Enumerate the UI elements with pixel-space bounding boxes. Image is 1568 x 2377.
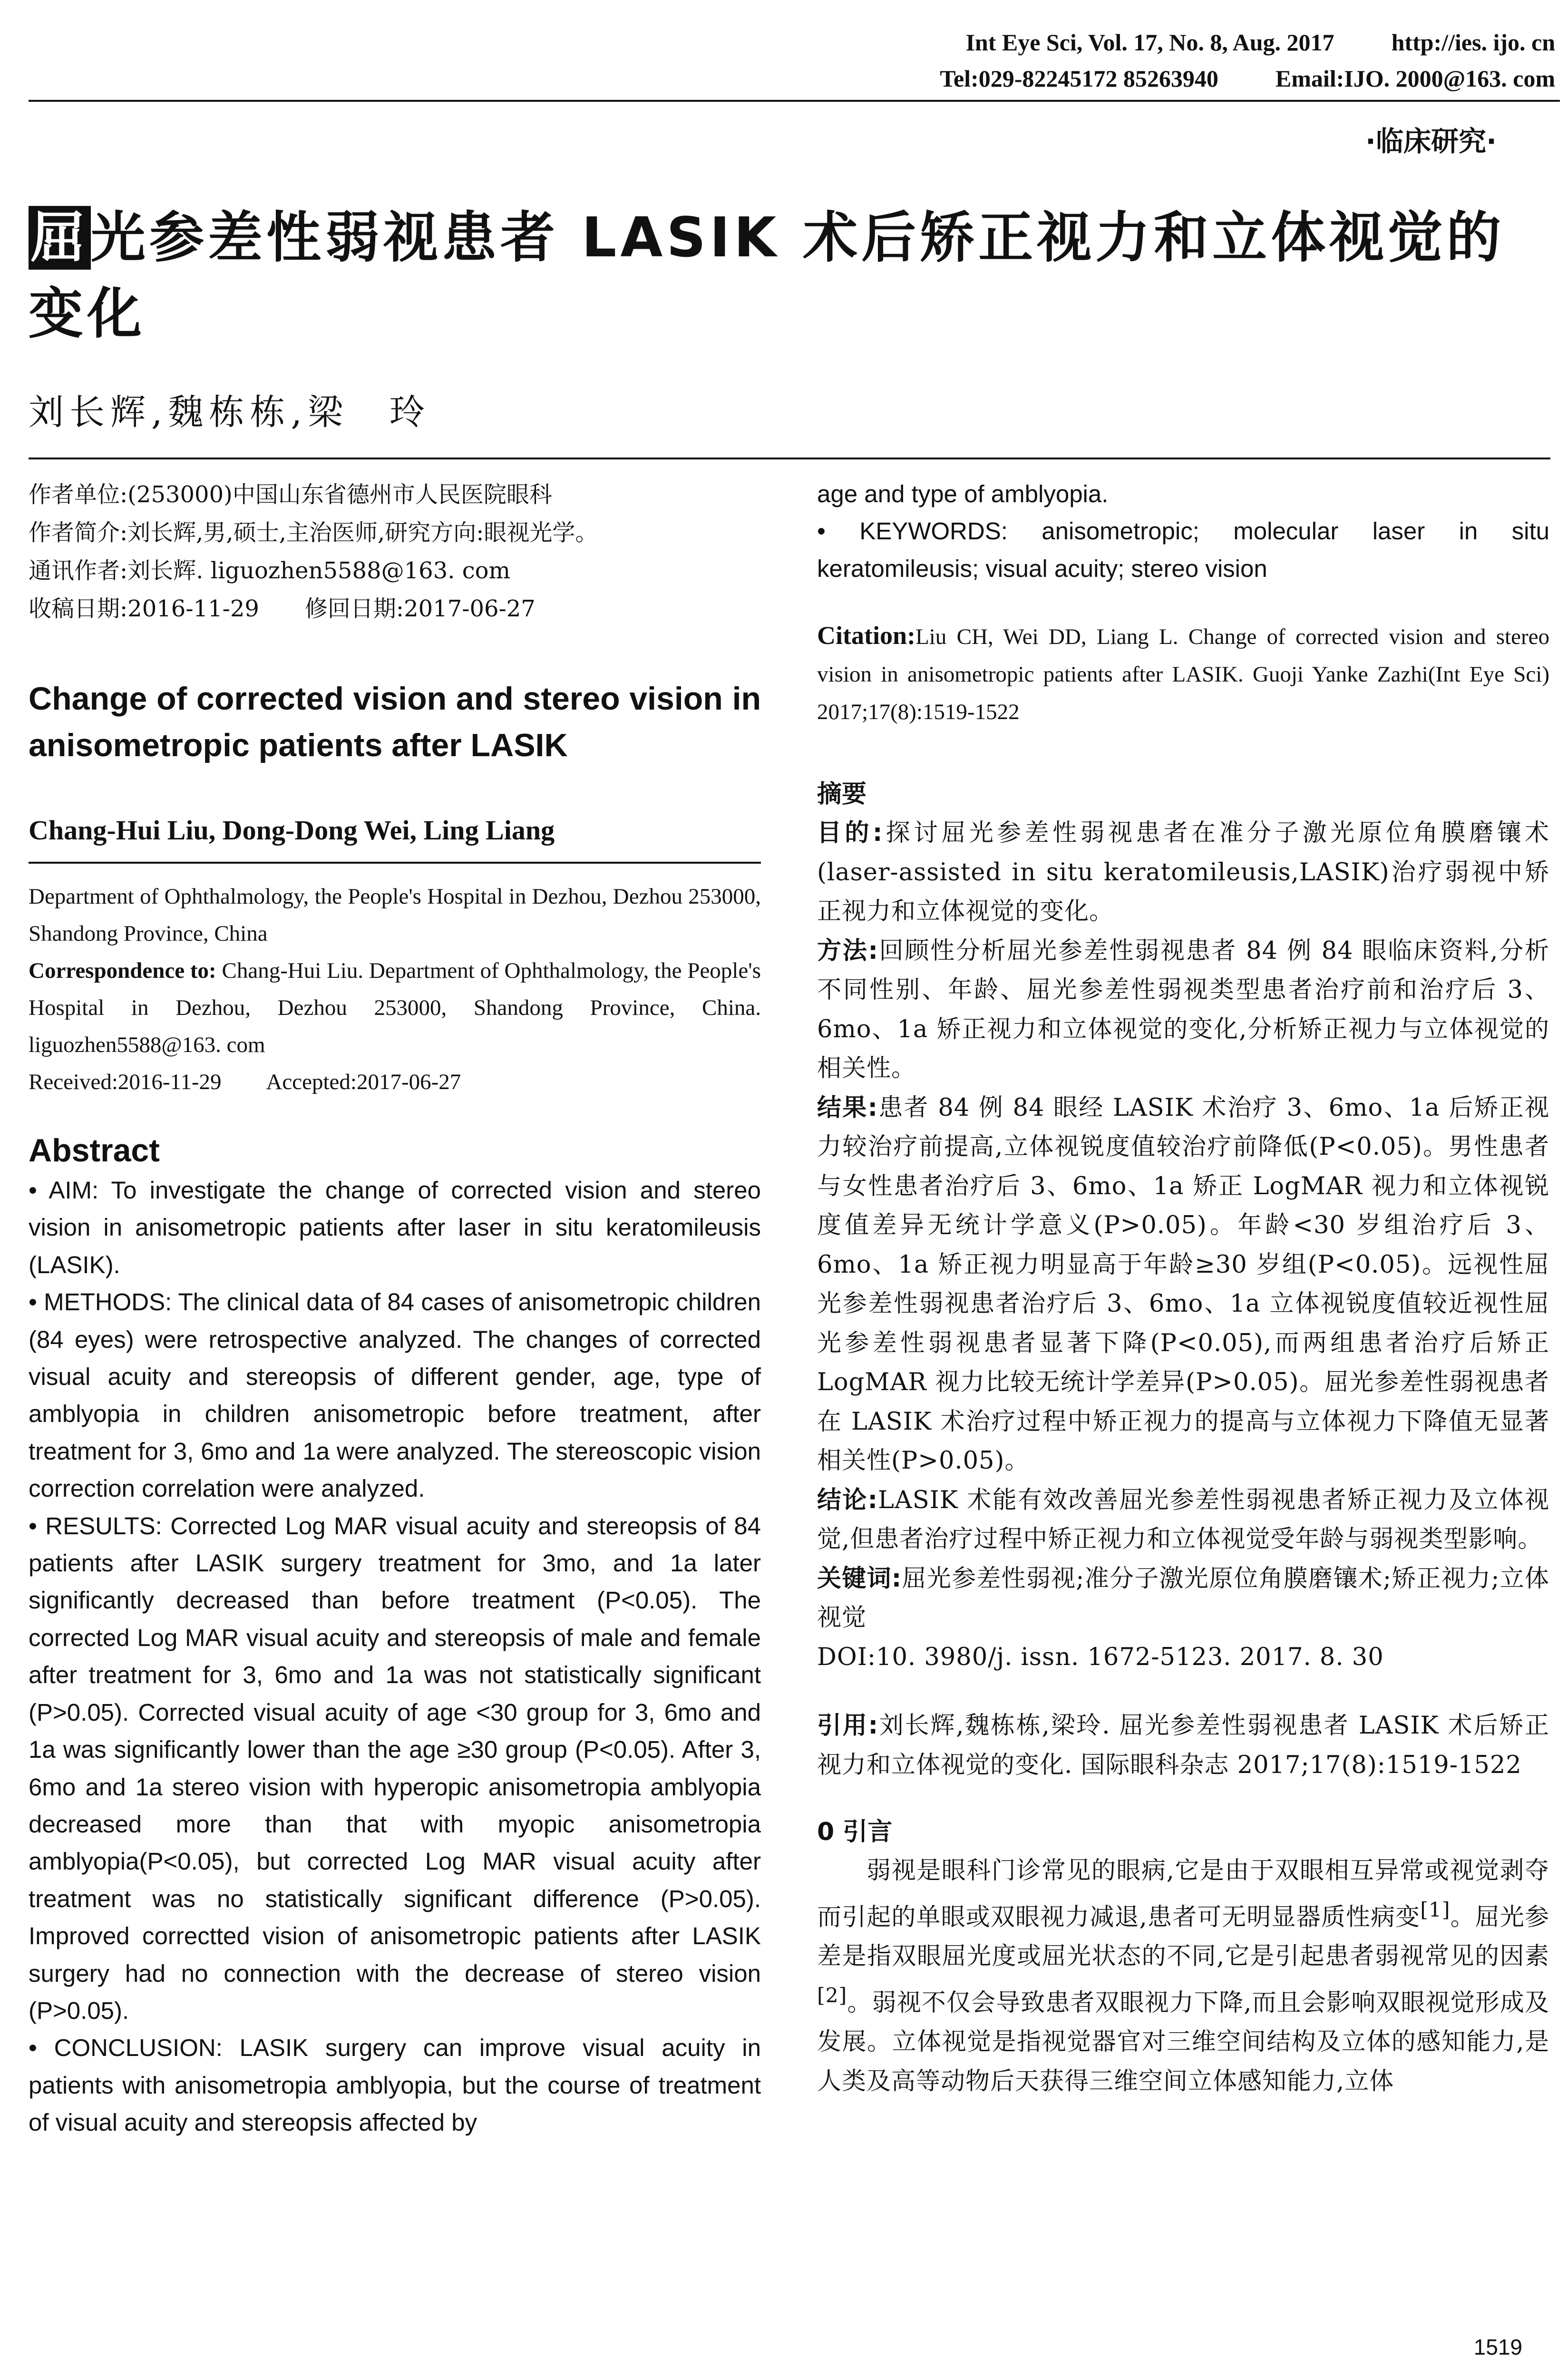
correspondence-label: Correspondence to:	[29, 958, 216, 983]
section-label: ·临床研究·	[1365, 125, 1497, 157]
cn-meta-corresponding: 通讯作者:刘长辉. liguozhen5588@163. com	[29, 557, 511, 584]
cn-keywords-label: 关键词:	[817, 1564, 902, 1593]
abstract-keywords: • KEYWORDS: anisometropic; molecular laser in situ keratomileusis; visual acuity; stereo vision	[817, 517, 1549, 582]
cn-abstract-methods	[817, 932, 1549, 1089]
intro-part-2: 。屈光参差是指双眼屈光度或屈光状态的不同,它是引起患者弱视常见的因素	[817, 1903, 1549, 1971]
cn-meta-dates: 收稿日期:2016-11-29 修回日期:2017-06-27	[29, 595, 536, 622]
authors-en-rule	[29, 862, 761, 864]
cn-aim-text: 探讨屈光参差性弱视患者在准分子激光原位角膜磨镶术(laser-assisted in situ keratomileusis,LASIK)治疗弱视中矫正视力和立体视觉的变化。	[817, 819, 1549, 926]
header-row-1	[965, 29, 1555, 56]
cn-citation-label: 引用:	[817, 1712, 878, 1740]
cn-conclusion-text: LASIK 术能有效改善屈光参差性弱视患者矫正视力及立体视觉,但患者治疗过程中矫正视力和立体视觉受年龄与弱视类型影响。	[817, 1486, 1549, 1554]
right-column	[817, 476, 1549, 2101]
title-first-char: 屈	[29, 206, 91, 270]
header-row-2	[940, 65, 1555, 92]
abstract-methods: • METHODS: The clinical data of 84 cases of anisometropic children (84 eyes) were retrospective analyzed. The changes of corrected visual acuity and stereopsis of different gender, age, type of amblyopia in children anisometropic before treatment, after treatment for 3, 6mo and 1a were analyzed. The stereoscopic vision correction correlation were analyzed.	[29, 1288, 761, 1502]
intro-part-3: 。弱视不仅会导致患者双眼视力下降,而且会影响双眼视觉形成及发展。立体视觉是指视觉器官对三维空间结构及立体的感知能力,是人类及高等动物后天获得三维空间立体感知能力,立体	[817, 1988, 1549, 2095]
affiliation-en: Department of Ophthalmology, the People's Hospital in Dezhou, Dezhou 253000, Shandong Province, China	[29, 884, 761, 946]
cn-results-label: 结果:	[817, 1093, 878, 1122]
cn-abstract-keywords	[817, 1559, 1549, 1638]
cn-aim-label: 目的:	[817, 819, 883, 848]
article-title-en: Change of corrected vision and stereo vision in anisometropic patients after LASIK	[29, 681, 761, 763]
abstract-results: • RESULTS: Corrected Log MAR visual acuity and stereopsis of 84 patients after LASIK surgery treatment for 3mo, and 1a later significantly decreased than before treatment (P<0.05). The corrected Log MAR visual acuity and stereopsis of male and female after treatment for 3, 6mo and 1a was not statistically significant (P>0.05). Corrected visual acuity of age <30 group for 3, 6mo and 1a was significantly lower than the age ≥30 group (P<0.05). After 3, 6mo and 1a stereo vision with hyperopic anisometropia amblyopia decreased more than that with myopic anisometropia amblyopia(P<0.05), but corrected Log MAR visual acuity after treatment was no statistically significant difference (P>0.05). Improved correctted vision of anisometropic patients after LASIK surgery had no connection with the decrease of stereo vision (P>0.05).	[29, 1512, 761, 2024]
cn-citation	[817, 1706, 1549, 1785]
title-rest: 光参差性弱视患者 LASIK 术后矫正视力和立体视觉的变化	[29, 206, 1505, 346]
abstract-conclusion-continued: age and type of amblyopia.	[817, 480, 1109, 507]
cn-citation-text: 刘长辉,魏栋栋,梁玲. 屈光参差性弱视患者 LASIK 术后矫正视力和立体视觉的变化. 国际眼科杂志 2017;17(8):1519-1522	[817, 1712, 1549, 1779]
cn-meta-affiliation: 作者单位:(253000)中国山东省德州市人民医院眼科	[29, 481, 552, 508]
authors-cn: 刘长辉,魏栋栋,梁 玲	[29, 392, 431, 433]
article-title-cn	[29, 200, 1550, 352]
cn-methods-text: 回顾性分析屈光参差性弱视患者 84 例 84 眼临床资料,分析不同性别、年龄、屈光参差性弱视类型患者治疗前和治疗后 3、6mo、1a 矫正视力和立体视觉的变化,分析矫正视力与立体视觉的相关性。	[817, 936, 1549, 1083]
journal-line: Int Eye Sci, Vol. 17, No. 8, Aug. 2017	[965, 29, 1334, 56]
journal-email[interactable]: Email:IJO. 2000@163. com	[1275, 65, 1555, 92]
citation-en	[817, 617, 1549, 731]
reference-2[interactable]: [2]	[817, 1984, 847, 2007]
journal-tel: Tel:029-82245172 85263940	[940, 65, 1218, 92]
left-column	[29, 476, 761, 2142]
cn-methods-label: 方法:	[817, 936, 878, 965]
reference-1[interactable]: [1]	[1420, 1898, 1451, 1922]
cn-keywords-text: 屈光参差性弱视;准分子激光原位角膜磨镶术;矫正视力;立体视觉	[817, 1564, 1549, 1632]
cn-abstract-results	[817, 1089, 1549, 1481]
cn-meta-bio: 作者简介:刘长辉,男,硕士,主治医师,研究方向:眼视光学。	[29, 519, 598, 546]
cn-abstract-aim	[817, 814, 1549, 932]
citation-label: Citation:	[817, 621, 915, 650]
journal-header	[29, 24, 1560, 105]
journal-url[interactable]: http://ies. ijo. cn	[1391, 29, 1555, 56]
intro-part-1: 弱视是眼科门诊常见的眼病,它是由于双眼相互异常或视觉剥夺而引起的单眼或双眼视力减退,患者可无明显器质性病变	[817, 1857, 1549, 1931]
abstract-conclusion: • CONCLUSION: LASIK surgery can improve visual acuity in patients with anisometropia amblyopia, but the course of treatment of visual acuity and stereopsis affected by	[29, 2034, 761, 2136]
cn-conclusion-label: 结论:	[817, 1486, 878, 1514]
cn-abstract-conclusion	[817, 1481, 1549, 1559]
abstract-heading: Abstract	[29, 1132, 160, 1169]
abstract-aim: • AIM: To investigate the change of corrected vision and stereo vision in anisometropic patients after laser in situ keratomileusis (LASIK).	[29, 1177, 761, 1278]
page-number: 1519	[1473, 2335, 1522, 2359]
received-en: Received:2016-11-29 Accepted:2017-06-27	[29, 1070, 461, 1094]
correspondence-en	[29, 952, 761, 1063]
authors-en: Chang-Hui Liu, Dong-Dong Wei, Ling Liang	[29, 815, 555, 846]
citation-text: Liu CH, Wei DD, Liang L. Change of corrected vision and stereo vision in anisometropic patients after LASIK. Guoji Yanke Zazhi(Int Eye Sci) 2017;17(8):1519-1522	[817, 624, 1549, 725]
header-rule	[29, 100, 1560, 102]
doi[interactable]: DOI:10. 3980/j. issn. 1672-5123. 2017. 8. 30	[817, 1643, 1384, 1671]
main-rule	[29, 458, 1550, 459]
correspondence-text: Chang-Hui Liu. Department of Ophthalmology, the People's Hospital in Dezhou, Dezhou 253000, Shandong Province, China. liguozhen5588@163. com	[29, 958, 761, 1057]
intro-heading: 0 引言	[817, 1818, 893, 1847]
intro-paragraph	[817, 1851, 1549, 2101]
cn-abstract-heading: 摘要	[817, 780, 867, 809]
cn-results-text: 患者 84 例 84 眼经 LASIK 术治疗 3、6mo、1a 后矫正视力较治疗前提高,立体视锐度值较治疗前降低(P<0.05)。男性患者与女性患者治疗后 3、6mo、1a 矫正 LogMAR 视力和立体视锐度值差异无统计学意义(P>0.05)。年龄<30 岁组治疗后 3、6mo、1a 矫正视力明显高于年龄≥30 岁组(P<0.05)。远视性屈光参差性弱视患者治疗后 3、6mo、1a 立体视锐度值较近视性屈光参差性弱视患者显著下降(P<0.05),而两组患者治疗后矫正 LogMAR 视力比较无统计学差异(P>0.05)。屈光参差性弱视患者在 LASIK 术治疗过程中矫正视力的提高与立体视力下降值无显著相关性(P>0.05)。	[817, 1093, 1549, 1475]
